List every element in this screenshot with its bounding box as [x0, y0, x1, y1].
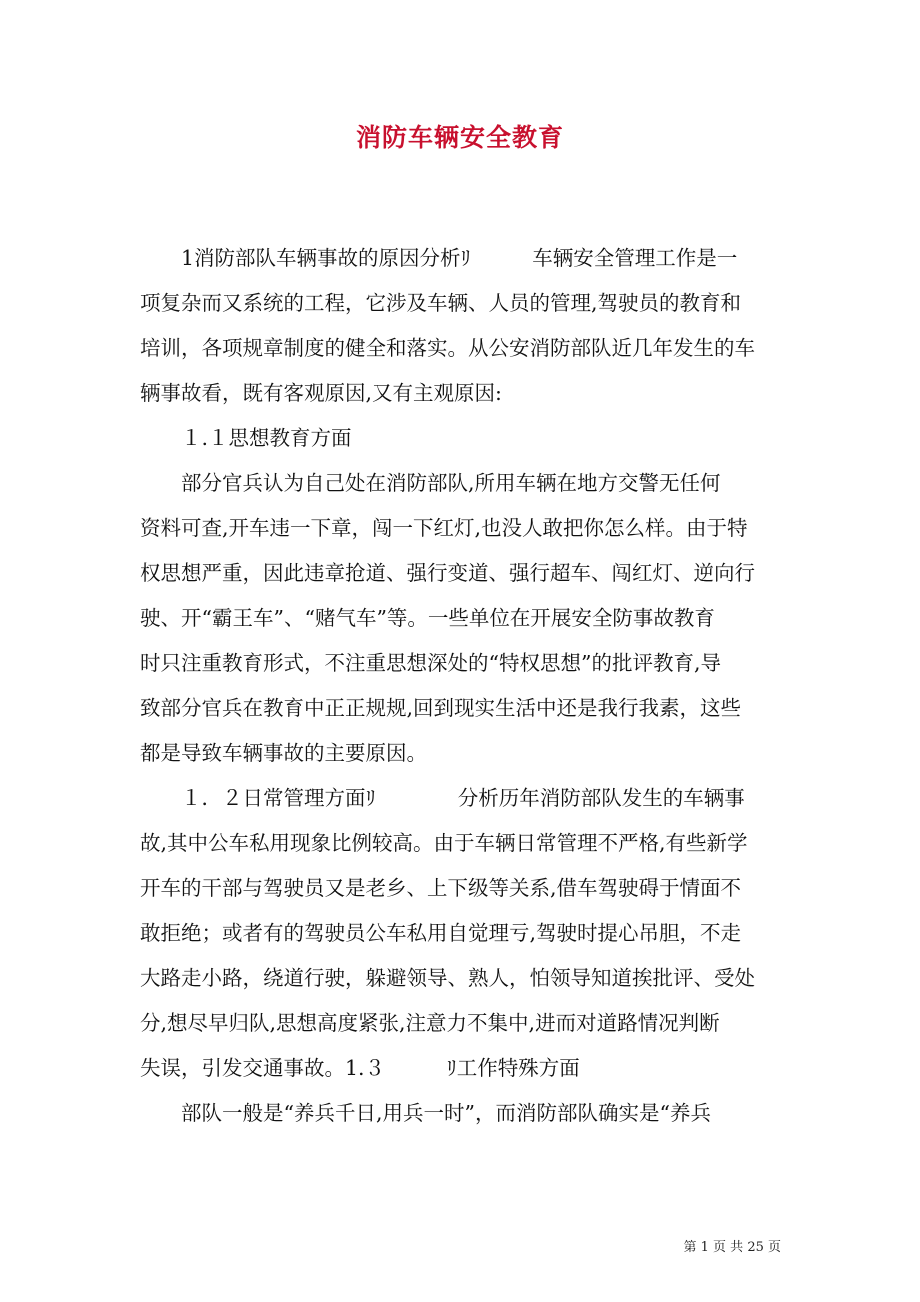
body-line: 时只注重教育形式，不注重思想深处的“特权思想”的批评教育,导 — [140, 651, 721, 675]
body-line: 大路走小路，绕道行驶，躲避领导、熟人，怕领导知道挨批评、受处 — [140, 966, 755, 990]
body-line: 辆事故看，既有客观原因,又有主观原因: — [140, 381, 502, 405]
body-line: １.１思想教育方面 — [140, 426, 352, 450]
body-line: 致部分官兵在教育中正正规规,回到现实生活中还是我行我素，这些 — [140, 696, 742, 720]
page-number-footer: 第 1 页 共 25 页 — [683, 1240, 781, 1255]
body-line: 部分官兵认为自己处在消防部队,所用车辆在地方交警无任何 — [140, 471, 721, 495]
body-line: 分,想尽早归队,思想高度紧张,注意力不集中,进而对道路情况判断 — [140, 1011, 720, 1035]
document-body — [140, 236, 782, 1136]
body-line: 权思想严重，因此违章抢道、强行变道、强行超车、闯红灯、逆向行 — [140, 561, 755, 585]
document-title: 消防车辆安全教育 — [355, 123, 564, 152]
body-line: 培训，各项规章制度的健全和落实。从公安消防部队近几年发生的车 — [140, 336, 755, 360]
body-line: 敢拒绝；或者有的驾驶员公车私用自觉理亏,驾驶时提心吊胆，不走 — [140, 921, 742, 945]
body-line: 开车的干部与驾驶员又是老乡、上下级等关系,借车驾驶碍于情面不 — [140, 876, 742, 900]
body-line: 故,其中公车私用现象比例较高。由于车辆日常管理不严格,有些新学 — [140, 831, 748, 855]
body-line: 部队一般是“养兵千日,用兵一时”，而消防部队确实是“养兵 — [140, 1101, 711, 1125]
body-line: 都是导致车辆事故的主要原因。 — [140, 741, 427, 765]
body-line: １．２日常管理方面ﾘ 分析历年消防部队发生的车辆事 — [140, 786, 745, 810]
body-line: 驶、开“霸王车”、“赌气车”等。一些单位在开展安全防事故教育 — [140, 606, 715, 630]
body-line: 失误，引发交通事故。1.３ ﾘ工作特殊方面 — [140, 1056, 580, 1080]
body-line: 资料可查,开车违一下章，闯一下红灯,也没人敢把你怎么样。由于特 — [140, 516, 748, 540]
body-line: 1消防部队车辆事故的原因分析ﾘ 车辆安全管理工作是一 — [140, 246, 738, 270]
body-line: 项复杂而又系统的工程，它涉及车辆、人员的管理,驾驶员的教育和 — [140, 291, 742, 315]
